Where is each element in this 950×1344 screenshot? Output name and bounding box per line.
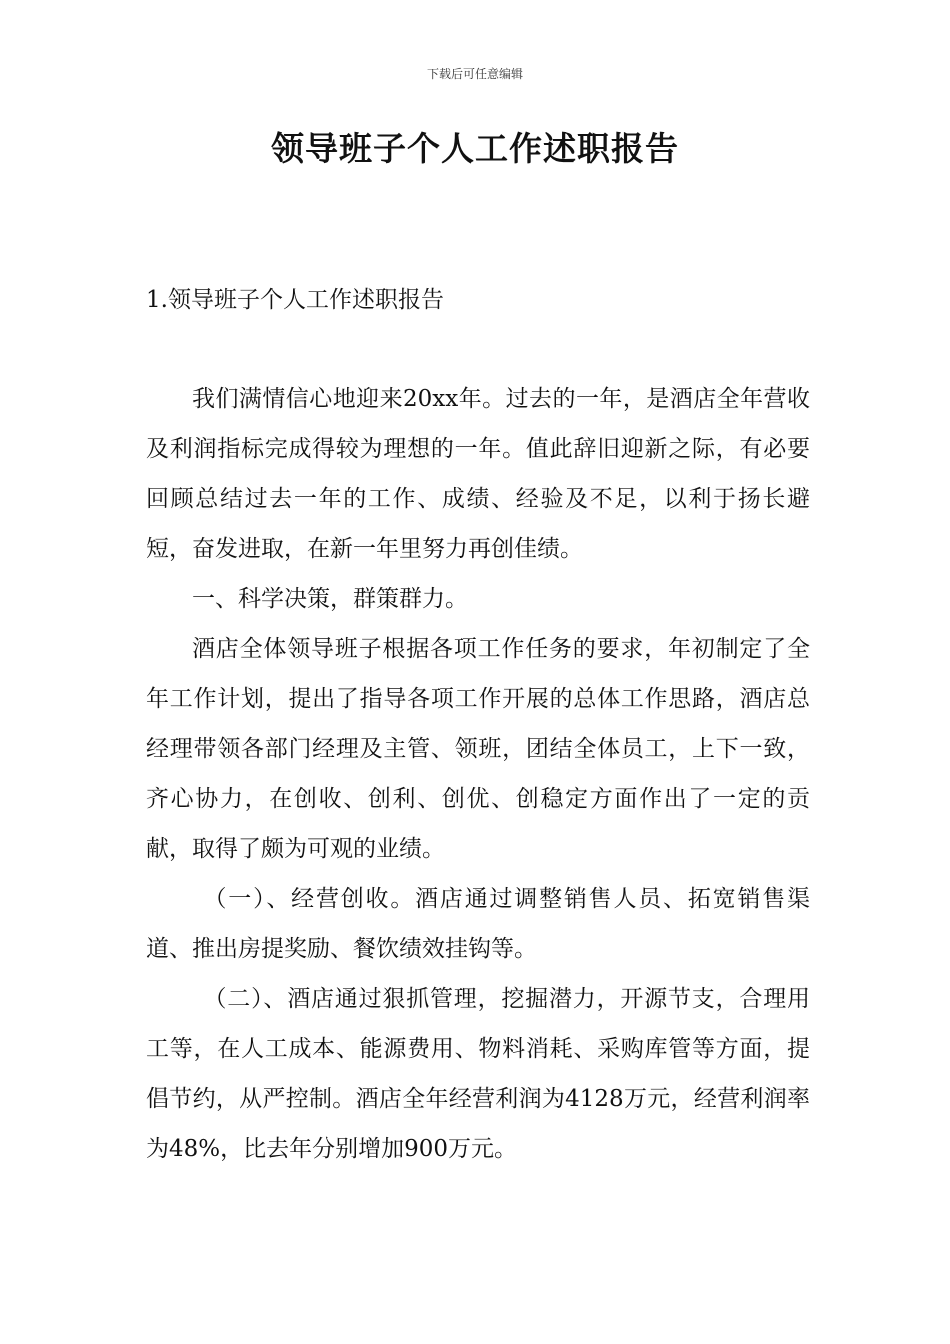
document-title: 领导班子个人工作述职报告: [271, 129, 679, 168]
section-heading: 1.领导班子个人工作述职报告: [146, 287, 444, 313]
paragraph-leadership: 酒店全体领导班子根据各项工作任务的要求，年初制定了全年工作计划，提出了指导各项工作开展的总体工作思路，酒店总经理带领各部门经理及主管、领班，团结全体员工，上下一致，齐心协力，在创收、创利、创优、创稳定方面作出了一定的贡献，取得了颇为可观的业绩。: [146, 636, 810, 862]
paragraph-item-two: （二）、酒店通过狠抓管理，挖掘潜力，开源节支，合理用工等，在人工成本、能源费用、物料消耗、采购库管等方面，提倡节约，从严控制。酒店全年经营利润为4128万元，经营利润率为48%，比去年分别增加900万元。: [146, 986, 810, 1162]
paragraph-item-one: （一）、经营创收。酒店通过调整销售人员、拓宽销售渠道、推出房提奖励、餐饮绩效挂钩等。: [146, 886, 810, 962]
document-body: [146, 374, 810, 1174]
paragraph-intro: 我们满情信心地迎来20xx年。过去的一年，是酒店全年营收及利润指标完成得较为理想的一年。值此辞旧迎新之际，有必要回顾总结过去一年的工作、成绩、经验及不足，以利于扬长避短，奋发进取，在新一年里努力再创佳绩。: [146, 386, 810, 562]
paragraph-heading-one: 一、科学决策，群策群力。: [192, 586, 468, 612]
header-note: 下载后可任意编辑: [426, 67, 523, 81]
